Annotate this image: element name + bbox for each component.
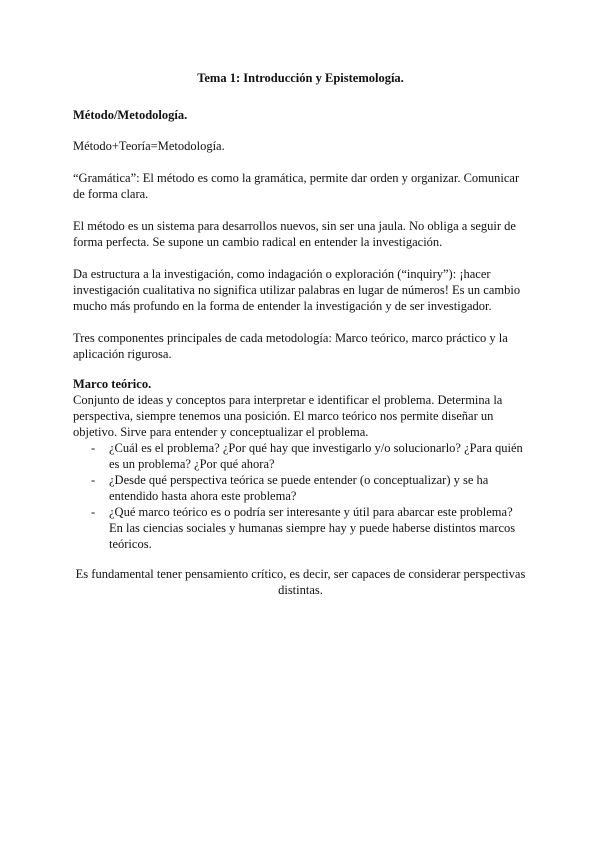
section-heading-marco-teorico: Marco teórico. xyxy=(73,377,152,391)
question-list xyxy=(73,440,528,552)
list-item-text: ¿Desde qué perspectiva teórica se puede entender (o conceptualizar) y se ha entendido hasta ahora este problema? xyxy=(109,473,489,503)
list-item-text: ¿Qué marco teórico es o podría ser interesante y útil para abarcar este problema? En las ciencias sociales y humanas siempre hay y puede haberse distintos marcos teóricos. xyxy=(109,505,516,551)
list-item-text: ¿Cuál es el problema? ¿Por qué hay que investigarlo y/o solucionarlo? ¿Para quién es un problema? ¿Por qué ahora? xyxy=(109,441,523,471)
paragraph-sistema: El método es un sistema para desarrollos nuevos, sin ser una jaula. No obliga a seguir de forma perfecta. Se supone un cambio radical en entender la investigación. xyxy=(73,219,516,249)
dash-bullet: - xyxy=(91,473,96,487)
dash-bullet: - xyxy=(91,441,96,455)
paragraph-estructura: Da estructura a la investigación, como indagación o exploración (“inquiry”): ¡hacer investigación cualitativa no significa utilizar palabras en lugar de números! Es un cambio mucho más profundo en la forma de entender la investigación y de ser investigador. xyxy=(73,267,521,313)
paragraph-componentes: Tres componentes principales de cada metodología: Marco teórico, marco práctico y la aplicación rigurosa. xyxy=(73,331,508,361)
list-item xyxy=(73,440,528,472)
section-heading-metodo: Método/Metodología. xyxy=(73,108,188,122)
document-page xyxy=(73,70,528,614)
list-item xyxy=(73,504,528,552)
paragraph-formula: Método+Teoría=Metodología. xyxy=(73,139,225,153)
paragraph-gramatica: “Gramática”: El método es como la gramática, permite dar orden y organizar. Comunicar de forma clara. xyxy=(73,171,520,201)
closing-statement: Es fundamental tener pensamiento crítico, es decir, ser capaces de considerar perspectivas distintas. xyxy=(75,567,526,597)
paragraph-marco-intro: Conjunto de ideas y conceptos para interpretar e identificar el problema. Determina la perspectiva, siempre tenemos una posición. El marco teórico nos permite diseñar un objetivo. Sirve para entender y conceptualizar el problema. xyxy=(73,393,503,439)
dash-bullet: - xyxy=(91,505,96,519)
document-title: Tema 1: Introducción y Epistemología. xyxy=(197,71,404,85)
list-item xyxy=(73,472,528,504)
